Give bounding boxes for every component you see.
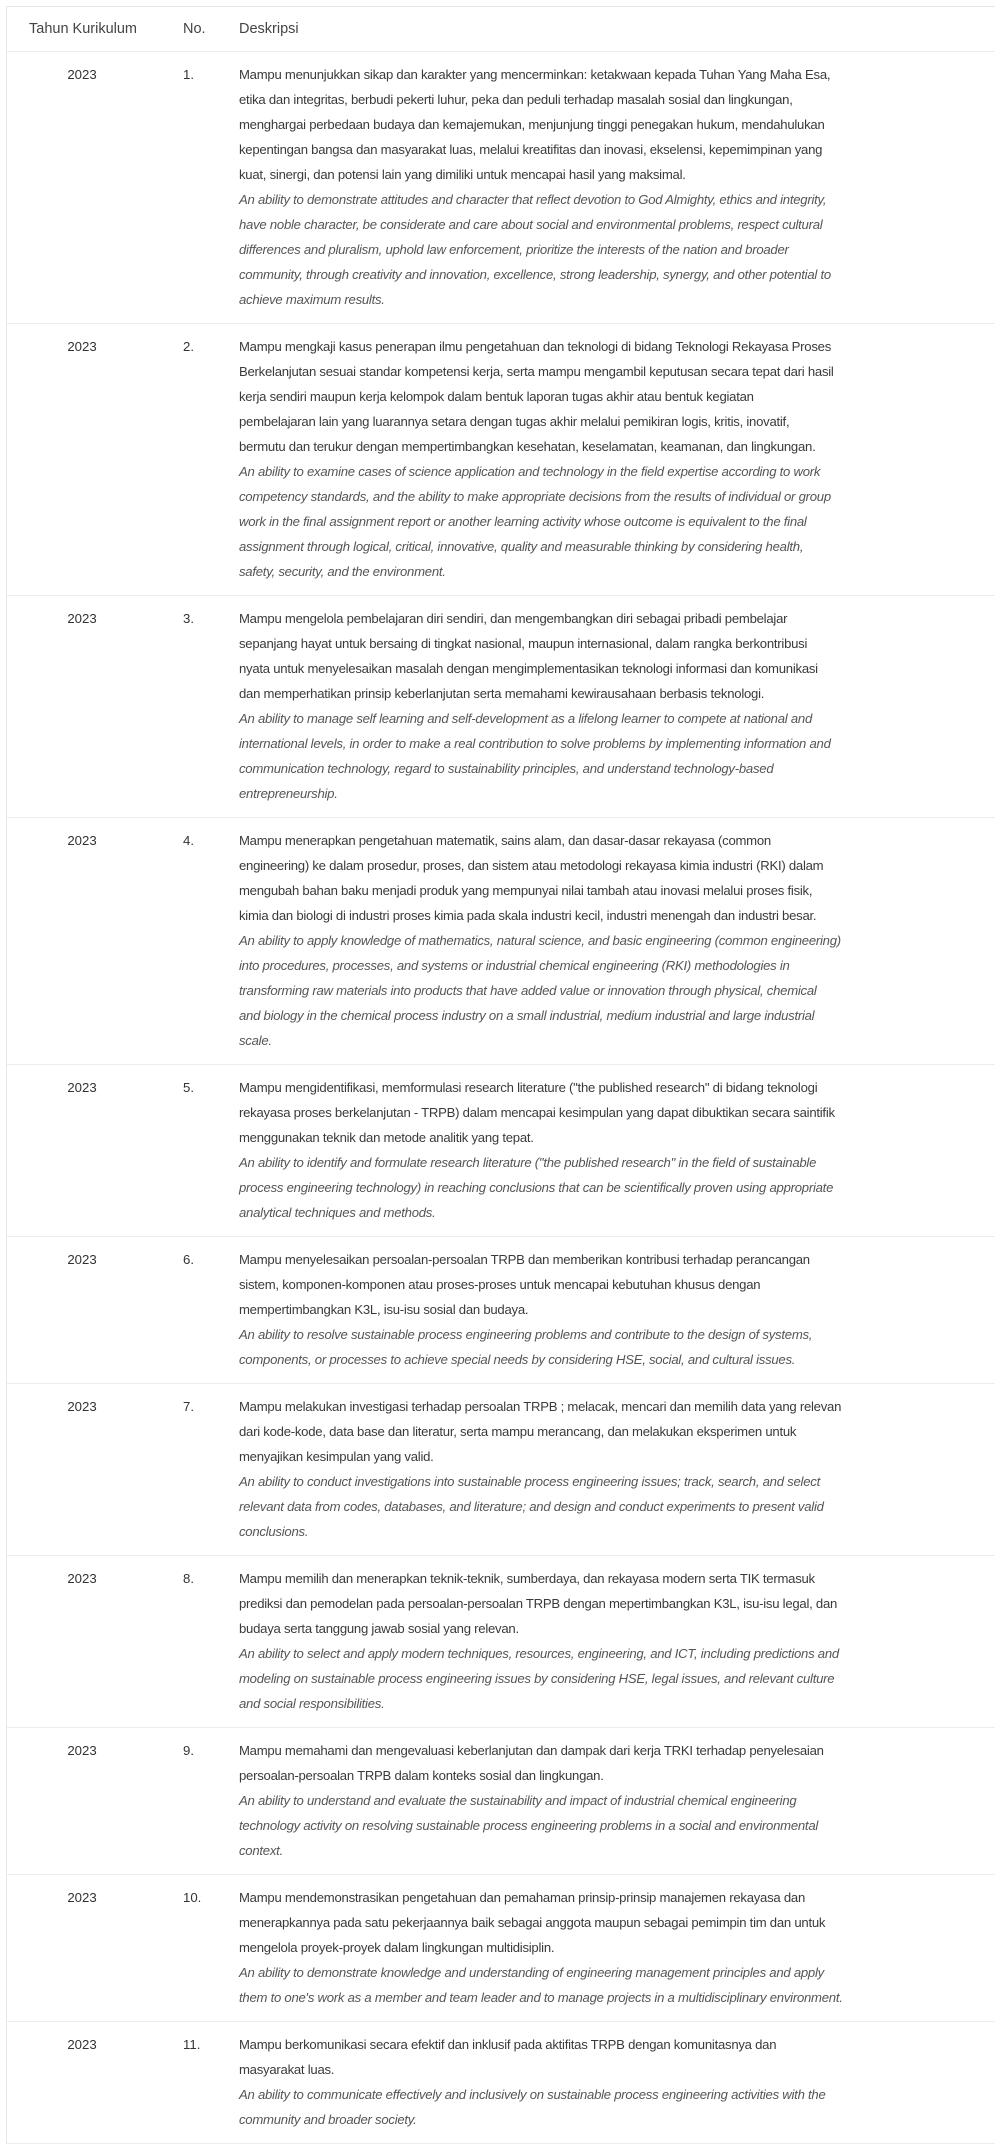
description-english-line: scale. [239, 1033, 272, 1048]
table-row [7, 818, 995, 1065]
description-english-line: An ability to demonstrate attitudes and character that reflect devotion to God Almighty, ethics and integrity, [239, 192, 827, 207]
description-english-line: and biology in the chemical process industry on a small industrial, medium industrial and large industrial [239, 1008, 815, 1023]
description-english-line: have noble character, be considerate and care about social and environmental problems, respect cultural [239, 217, 823, 232]
header-deskripsi[interactable]: Deskripsi [239, 21, 299, 37]
description-indonesian-line: pembelajaran lain yang luarannya setara dengan tugas akhir melalui pemikiran logis, kritis, inovatif, [239, 414, 790, 429]
row-description [239, 62, 995, 312]
description-english-line: An ability to demonstrate knowledge and understanding of engineering management principles and apply [239, 1965, 824, 1980]
description-indonesian-line: Mampu menyelesaikan persoalan-persoalan TRPB dan memberikan kontribusi terhadap perancangan [239, 1252, 810, 1267]
table-row [7, 1556, 995, 1728]
description-indonesian-line: rekayasa proses berkelanjutan - TRPB) dalam mencapai kesimpulan yang dapat dibuktikan secara saintifik [239, 1105, 835, 1120]
table-header-row [7, 7, 995, 52]
header-no[interactable]: No. [183, 21, 206, 37]
description-indonesian-line: nyata untuk menyelesaikan masalah dengan mengimplementasikan teknologi informasi dan komunikasi [239, 661, 818, 676]
description-english-line: An ability to manage self learning and self-development as a lifelong learner to compete at national and [239, 711, 812, 726]
description-indonesian-line: mengubah bahan baku menjadi produk yang mempunyai nilai tambah atau inovasi melalui proses fisik, [239, 883, 813, 898]
table-row [7, 324, 995, 596]
row-description [239, 2032, 995, 2132]
description-indonesian-line: persoalan-persoalan TRPB dalam konteks sosial dan lingkungan. [239, 1768, 604, 1783]
row-number: 10. [183, 1890, 202, 1905]
description-english-line: community and broader society. [239, 2112, 417, 2127]
description-english-line: and social responsibilities. [239, 1696, 385, 1711]
description-indonesian-line: kepentingan bangsa dan masyarakat luas, melalui kreatifitas dan inovasi, ekselensi, kepemimpinan yang [239, 142, 823, 157]
description-english-line: process engineering technology) in reaching conclusions that can be scientifically proven using appropriate [239, 1180, 834, 1195]
description-indonesian-line: Mampu mengkaji kasus penerapan ilmu pengetahuan dan teknologi di bidang Teknologi Rekayasa Proses [239, 339, 832, 354]
description-indonesian-line: sistem, komponen-komponen atau proses-proses untuk mencapai kebutuhan khusus dengan [239, 1277, 761, 1292]
description-indonesian-line: menggunakan teknik dan metode analitik yang tepat. [239, 1130, 534, 1145]
row-description [239, 828, 995, 1053]
description-english-line: differences and pluralism, uphold law enforcement, prioritize the interests of the nation and broader [239, 242, 789, 257]
description-indonesian-line: dari kode-kode, data base dan literatur, serta mampu merancang, dan melakukan eksperimen untuk [239, 1424, 797, 1439]
description-english-line: An ability to examine cases of science application and technology in the field expertise according to work [239, 464, 821, 479]
table-row [7, 1728, 995, 1875]
row-year: 2023 [67, 833, 97, 848]
description-indonesian-line: menyajikan kesimpulan yang valid. [239, 1449, 434, 1464]
row-number: 3. [183, 611, 194, 626]
description-indonesian-line: engineering) ke dalam prosedur, proses, dan sistem atau metodologi rekayasa kimia industri (RKI) dalam [239, 858, 824, 873]
row-description [239, 1075, 995, 1225]
description-english-line: modeling on sustainable process engineering issues by considering HSE, legal issues, and relevant culture [239, 1671, 835, 1686]
table-row [7, 596, 995, 818]
row-description [239, 1394, 995, 1544]
description-english-line: context. [239, 1843, 283, 1858]
description-indonesian-line: kimia dan biologi di industri proses kimia pada skala industri kecil, industri menengah dan industri besar. [239, 908, 817, 923]
description-indonesian-line: Mampu menerapkan pengetahuan matematik, sains alam, dan dasar-dasar rekayasa (common [239, 833, 771, 848]
description-indonesian-line: Mampu berkomunikasi secara efektif dan inklusif pada aktifitas TRPB dengan komunitasnya dan [239, 2037, 777, 2052]
description-indonesian-line: budaya serta tanggung jawab sosial yang relevan. [239, 1621, 519, 1636]
description-english-line: safety, security, and the environment. [239, 564, 446, 579]
row-description [239, 334, 995, 584]
row-description [239, 606, 995, 806]
row-number: 5. [183, 1080, 194, 1095]
description-indonesian-line: masyarakat luas. [239, 2062, 335, 2077]
row-year: 2023 [67, 2037, 97, 2052]
description-english-line: An ability to communicate effectively and inclusively on sustainable process engineering activities with the [239, 2087, 826, 2102]
row-description [239, 1247, 995, 1372]
row-year: 2023 [67, 1399, 97, 1414]
description-english-line: An ability to resolve sustainable process engineering problems and contribute to the design of systems, [239, 1327, 813, 1342]
description-indonesian-line: Mampu menunjukkan sikap dan karakter yang mencerminkan: ketakwaan kepada Tuhan Yang Maha Esa, [239, 67, 831, 82]
row-number: 4. [183, 833, 194, 848]
description-english-line: entrepreneurship. [239, 786, 338, 801]
row-number: 7. [183, 1399, 194, 1414]
description-indonesian-line: Mampu melakukan investigasi terhadap persoalan TRPB ; melacak, mencari dan memilih data yang relevan [239, 1399, 842, 1414]
description-english-line: An ability to conduct investigations into sustainable process engineering issues; track, search, and select [239, 1474, 820, 1489]
description-english-line: into procedures, processes, and systems or industrial chemical engineering (RKI) methodologies in [239, 958, 790, 973]
description-english-line: work in the final assignment report or another learning activity whose outcome is equivalent to the final [239, 514, 807, 529]
description-indonesian-line: prediksi dan pemodelan pada persoalan-persoalan TRPB dengan mepertimbangkan K3L, isu-isu legal, dan [239, 1596, 838, 1611]
table-row [7, 1875, 995, 2022]
row-year: 2023 [67, 1080, 97, 1095]
row-number: 6. [183, 1252, 194, 1267]
description-indonesian-line: mempertimbangkan K3L, isu-isu sosial dan budaya. [239, 1302, 529, 1317]
row-description [239, 1566, 995, 1716]
row-description [239, 1885, 995, 2010]
description-english-line: transforming raw materials into products that have added value or innovation through physical, chemical [239, 983, 817, 998]
description-indonesian-line: bermutu dan terukur dengan mempertimbangkan kesehatan, keselamatan, keamanan, dan lingkungan. [239, 439, 816, 454]
table-row [7, 1237, 995, 1384]
description-indonesian-line: Mampu mendemonstrasikan pengetahuan dan pemahaman prinsip-prinsip manajemen rekayasa dan [239, 1890, 806, 1905]
table-row [7, 52, 995, 324]
description-indonesian-line: Mampu mengidentifikasi, memformulasi research literature ("the published research" di bidang teknologi [239, 1080, 818, 1095]
description-indonesian-line: menghargai perbedaan budaya dan kemajemukan, menjunjung tinggi penegakan hukum, mendahulukan [239, 117, 825, 132]
row-year: 2023 [67, 1571, 97, 1586]
description-english-line: components, or processes to achieve special needs by considering HSE, social, and cultural issues. [239, 1352, 796, 1367]
description-english-line: An ability to select and apply modern techniques, resources, engineering, and ICT, including predictions and [239, 1646, 839, 1661]
description-indonesian-line: Mampu memahami dan mengevaluasi keberlanjutan dan dampak dari kerja TRKI terhadap penyelesaian [239, 1743, 824, 1758]
row-year: 2023 [67, 1252, 97, 1267]
description-english-line: relevant data from codes, databases, and literature; and design and conduct experiments to present valid [239, 1499, 824, 1514]
table-row [7, 2022, 995, 2144]
description-english-line: international levels, in order to make a real contribution to solve problems by implementing information and [239, 736, 831, 751]
description-indonesian-line: kerja sendiri maupun kerja kelompok dalam bentuk laporan tugas akhir atau bentuk kegiatan [239, 389, 754, 404]
row-year: 2023 [67, 67, 97, 82]
description-indonesian-line: menerapkannya pada satu pekerjaannya baik sebagai anggota maupun sebagai pemimpin tim dan untuk [239, 1915, 826, 1930]
row-year: 2023 [67, 1743, 97, 1758]
curriculum-outcomes-table [6, 6, 995, 2144]
row-number: 9. [183, 1743, 194, 1758]
description-indonesian-line: Mampu mengelola pembelajaran diri sendiri, dan mengembangkan diri sebagai pribadi pembelajar [239, 611, 788, 626]
header-tahun-kurikulum[interactable]: Tahun Kurikulum [29, 21, 137, 37]
row-number: 8. [183, 1571, 194, 1586]
table-row [7, 1065, 995, 1237]
description-indonesian-line: dan memperhatikan prinsip keberlanjutan serta memahami kewirausahaan berbasis teknologi. [239, 686, 765, 701]
table-body [7, 52, 995, 2144]
description-indonesian-line: Berkelanjutan sesuai standar kompetensi kerja, serta mampu mengambil keputusan secara tepat dari hasil [239, 364, 834, 379]
description-indonesian-line: mengelola proyek-proyek dalam lingkungan multidisiplin. [239, 1940, 555, 1955]
row-number: 2. [183, 339, 194, 354]
description-english-line: competency standards, and the ability to make appropriate decisions from the results of individual or group [239, 489, 831, 504]
table-row [7, 1384, 995, 1556]
description-english-line: communication technology, regard to sustainability principles, and understand technology-based [239, 761, 774, 776]
description-indonesian-line: kuat, sinergi, dan potensi lain yang dimiliki untuk mencapai hasil yang maksimal. [239, 167, 686, 182]
description-english-line: assignment through logical, critical, innovative, quality and measurable thinking by considering health, [239, 539, 804, 554]
description-english-line: An ability to understand and evaluate the sustainability and impact of industrial chemical engineering [239, 1793, 797, 1808]
row-year: 2023 [67, 1890, 97, 1905]
description-english-line: technology activity on resolving sustainable process engineering problems in a social and environmental [239, 1818, 819, 1833]
description-english-line: conclusions. [239, 1524, 309, 1539]
description-english-line: community, through creativity and innovation, excellence, strong leadership, synergy, and other potential to [239, 267, 831, 282]
row-number: 1. [183, 67, 194, 82]
row-number: 11. [183, 2037, 201, 2052]
description-english-line: An ability to identify and formulate research literature ("the published research" in the field of sustainable [239, 1155, 817, 1170]
description-english-line: An ability to apply knowledge of mathematics, natural science, and basic engineering (common engineering) [239, 933, 841, 948]
description-indonesian-line: Mampu memilih dan menerapkan teknik-teknik, sumberdaya, dan rekayasa modern serta TIK termasuk [239, 1571, 815, 1586]
description-indonesian-line: etika dan integritas, berbudi pekerti luhur, peka dan peduli terhadap masalah sosial dan lingkungan, [239, 92, 793, 107]
description-english-line: achieve maximum results. [239, 292, 385, 307]
description-indonesian-line: sepanjang hayat untuk bersaing di tingkat nasional, maupun internasional, dalam rangka berkontribusi [239, 636, 808, 651]
row-year: 2023 [67, 339, 97, 354]
description-english-line: them to one's work as a member and team leader and to manage projects in a multidisciplinary environment. [239, 1990, 843, 2005]
row-year: 2023 [67, 611, 97, 626]
row-description [239, 1738, 995, 1863]
description-english-line: analytical techniques and methods. [239, 1205, 436, 1220]
